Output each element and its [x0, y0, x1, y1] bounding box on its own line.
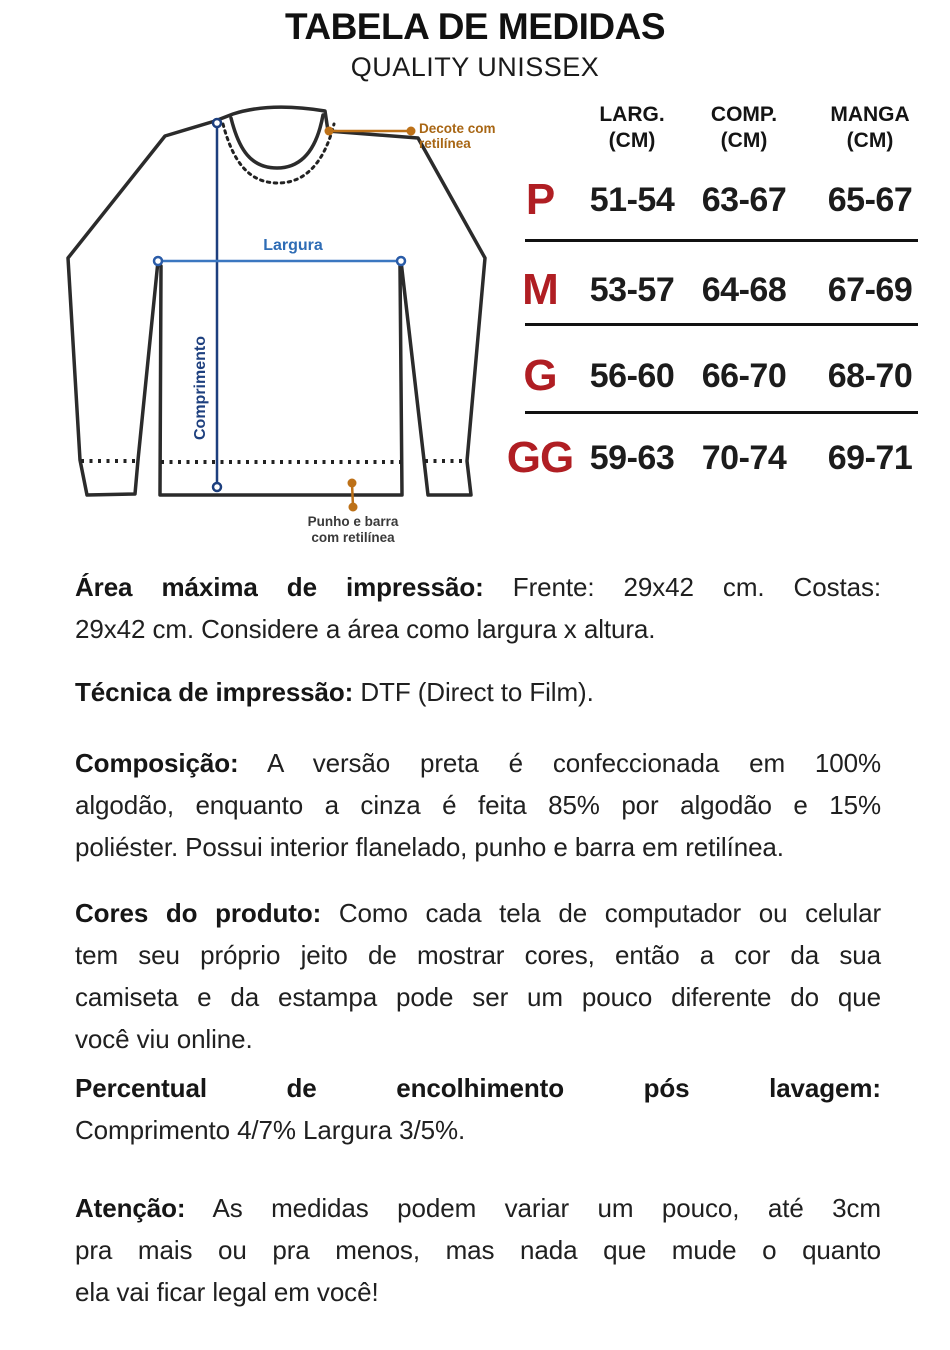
punho-dot-top	[348, 479, 357, 488]
comprimento-label: Comprimento	[192, 336, 209, 440]
size-table-header	[500, 98, 936, 154]
paragraph-lead: Atenção:	[75, 1193, 186, 1223]
measure-value-larg: 56-60	[589, 357, 675, 395]
measure-value-manga: 68-70	[827, 357, 913, 395]
column-header-label: COMP.	[710, 103, 778, 126]
paragraph-line: algodão, enquanto a cinza é feita 85% por algodão e 15%	[75, 790, 881, 820]
size-column-spacer	[500, 98, 580, 154]
paragraph-line: Técnica de impressão: DTF (Direct to Film).	[75, 677, 594, 707]
measure-value-comp: 63-67	[701, 181, 787, 219]
size-row	[500, 267, 936, 313]
column-header-unit: (CM)	[846, 129, 894, 152]
size-label: G	[523, 351, 557, 400]
column-header-unit: (CM)	[720, 129, 768, 152]
measure-value-larg: 59-63	[589, 439, 675, 477]
size-row	[500, 435, 936, 481]
paragraph-line: tem seu próprio jeito de mostrar cores, então a cor da sua	[75, 940, 881, 970]
paragraph-line: Área máxima de impressão: Frente: 29x42 cm. Costas:	[75, 572, 882, 602]
measure-value-larg: 53-57	[589, 271, 675, 309]
measure-value-comp: 66-70	[701, 357, 787, 395]
punho-label-line2: com retilínea	[311, 530, 395, 545]
collar-curve	[231, 115, 323, 168]
punho-dot-bottom	[349, 503, 358, 512]
paragraph	[75, 742, 881, 868]
decote-label-line2: retilínea	[419, 136, 471, 151]
paragraph	[75, 671, 881, 713]
largura-endpoint-left	[154, 257, 162, 265]
comprimento-endpoint-top	[213, 119, 221, 127]
column-header	[580, 98, 684, 154]
paragraph	[75, 1187, 881, 1313]
largura-label: Largura	[263, 237, 323, 254]
paragraph-line: camiseta e da estampa pode ser um pouco diferente do que	[75, 982, 881, 1012]
column-header-unit: (CM)	[608, 129, 656, 152]
size-row	[500, 177, 936, 223]
paragraph-line: Atenção: As medidas podem variar um pouco, até 3cm	[75, 1193, 881, 1223]
size-label: M	[522, 265, 558, 314]
size-row	[500, 353, 936, 399]
paragraph-line: Comprimento 4/7% Largura 3/5%.	[75, 1115, 466, 1145]
paragraph-line	[75, 1067, 881, 1109]
sweatshirt-outline	[68, 107, 485, 495]
paragraph	[75, 1067, 881, 1151]
paragraph-lead: Percentual de encolhimento pós lavagem:	[75, 1073, 881, 1103]
measure-value-comp: 70-74	[701, 439, 787, 477]
paragraph-line: ela vai ficar legal em você!	[75, 1277, 379, 1307]
page-title: TABELA DE MEDIDAS	[285, 6, 665, 47]
paragraph-line: Composição: A versão preta é confeccionada em 100%	[75, 748, 881, 778]
paragraph-lead: Área máxima de impressão:	[75, 572, 484, 602]
measure-value-larg: 51-54	[589, 181, 675, 219]
paragraph-lead: Técnica de impressão:	[75, 677, 354, 707]
decote-dot-left	[325, 127, 334, 136]
column-header-label: LARG.	[599, 103, 665, 126]
measure-value-manga: 65-67	[827, 181, 913, 219]
row-divider	[525, 323, 918, 326]
column-header	[804, 98, 936, 154]
paragraph-line: pra mais ou pra menos, mas nada que mude o quanto	[75, 1235, 881, 1265]
row-divider	[525, 239, 918, 242]
measure-value-manga: 69-71	[827, 439, 913, 477]
paragraph-lead: Composição:	[75, 748, 239, 778]
size-table	[500, 98, 945, 508]
column-header-label: MANGA	[830, 103, 910, 126]
page-subtitle: QUALITY UNISSEX	[350, 52, 600, 82]
decote-label-line1: Decote com	[419, 121, 496, 136]
decote-dot-right	[407, 127, 416, 136]
largura-endpoint-right	[397, 257, 405, 265]
comprimento-endpoint-bottom	[213, 483, 221, 491]
paragraph-line: poliéster. Possui interior flanelado, punho e barra em retilínea.	[75, 832, 784, 862]
punho-label-line1: Punho e barra	[307, 514, 399, 529]
sweatshirt-diagram	[55, 88, 500, 558]
size-label: P	[525, 175, 555, 224]
paragraph-line: você viu online.	[75, 1024, 253, 1054]
paragraph-lead: Cores do produto:	[75, 898, 322, 928]
row-divider	[525, 411, 918, 414]
column-header	[684, 98, 804, 154]
paragraph-line: Cores do produto: Como cada tela de computador ou celular	[75, 898, 881, 928]
measure-value-comp: 64-68	[701, 271, 787, 309]
measure-value-manga: 67-69	[827, 271, 913, 309]
size-label: GG	[506, 433, 574, 482]
paragraph	[75, 892, 881, 1060]
paragraph	[75, 566, 881, 650]
paragraph-line: 29x42 cm. Considere a área como largura x altura.	[75, 614, 656, 644]
